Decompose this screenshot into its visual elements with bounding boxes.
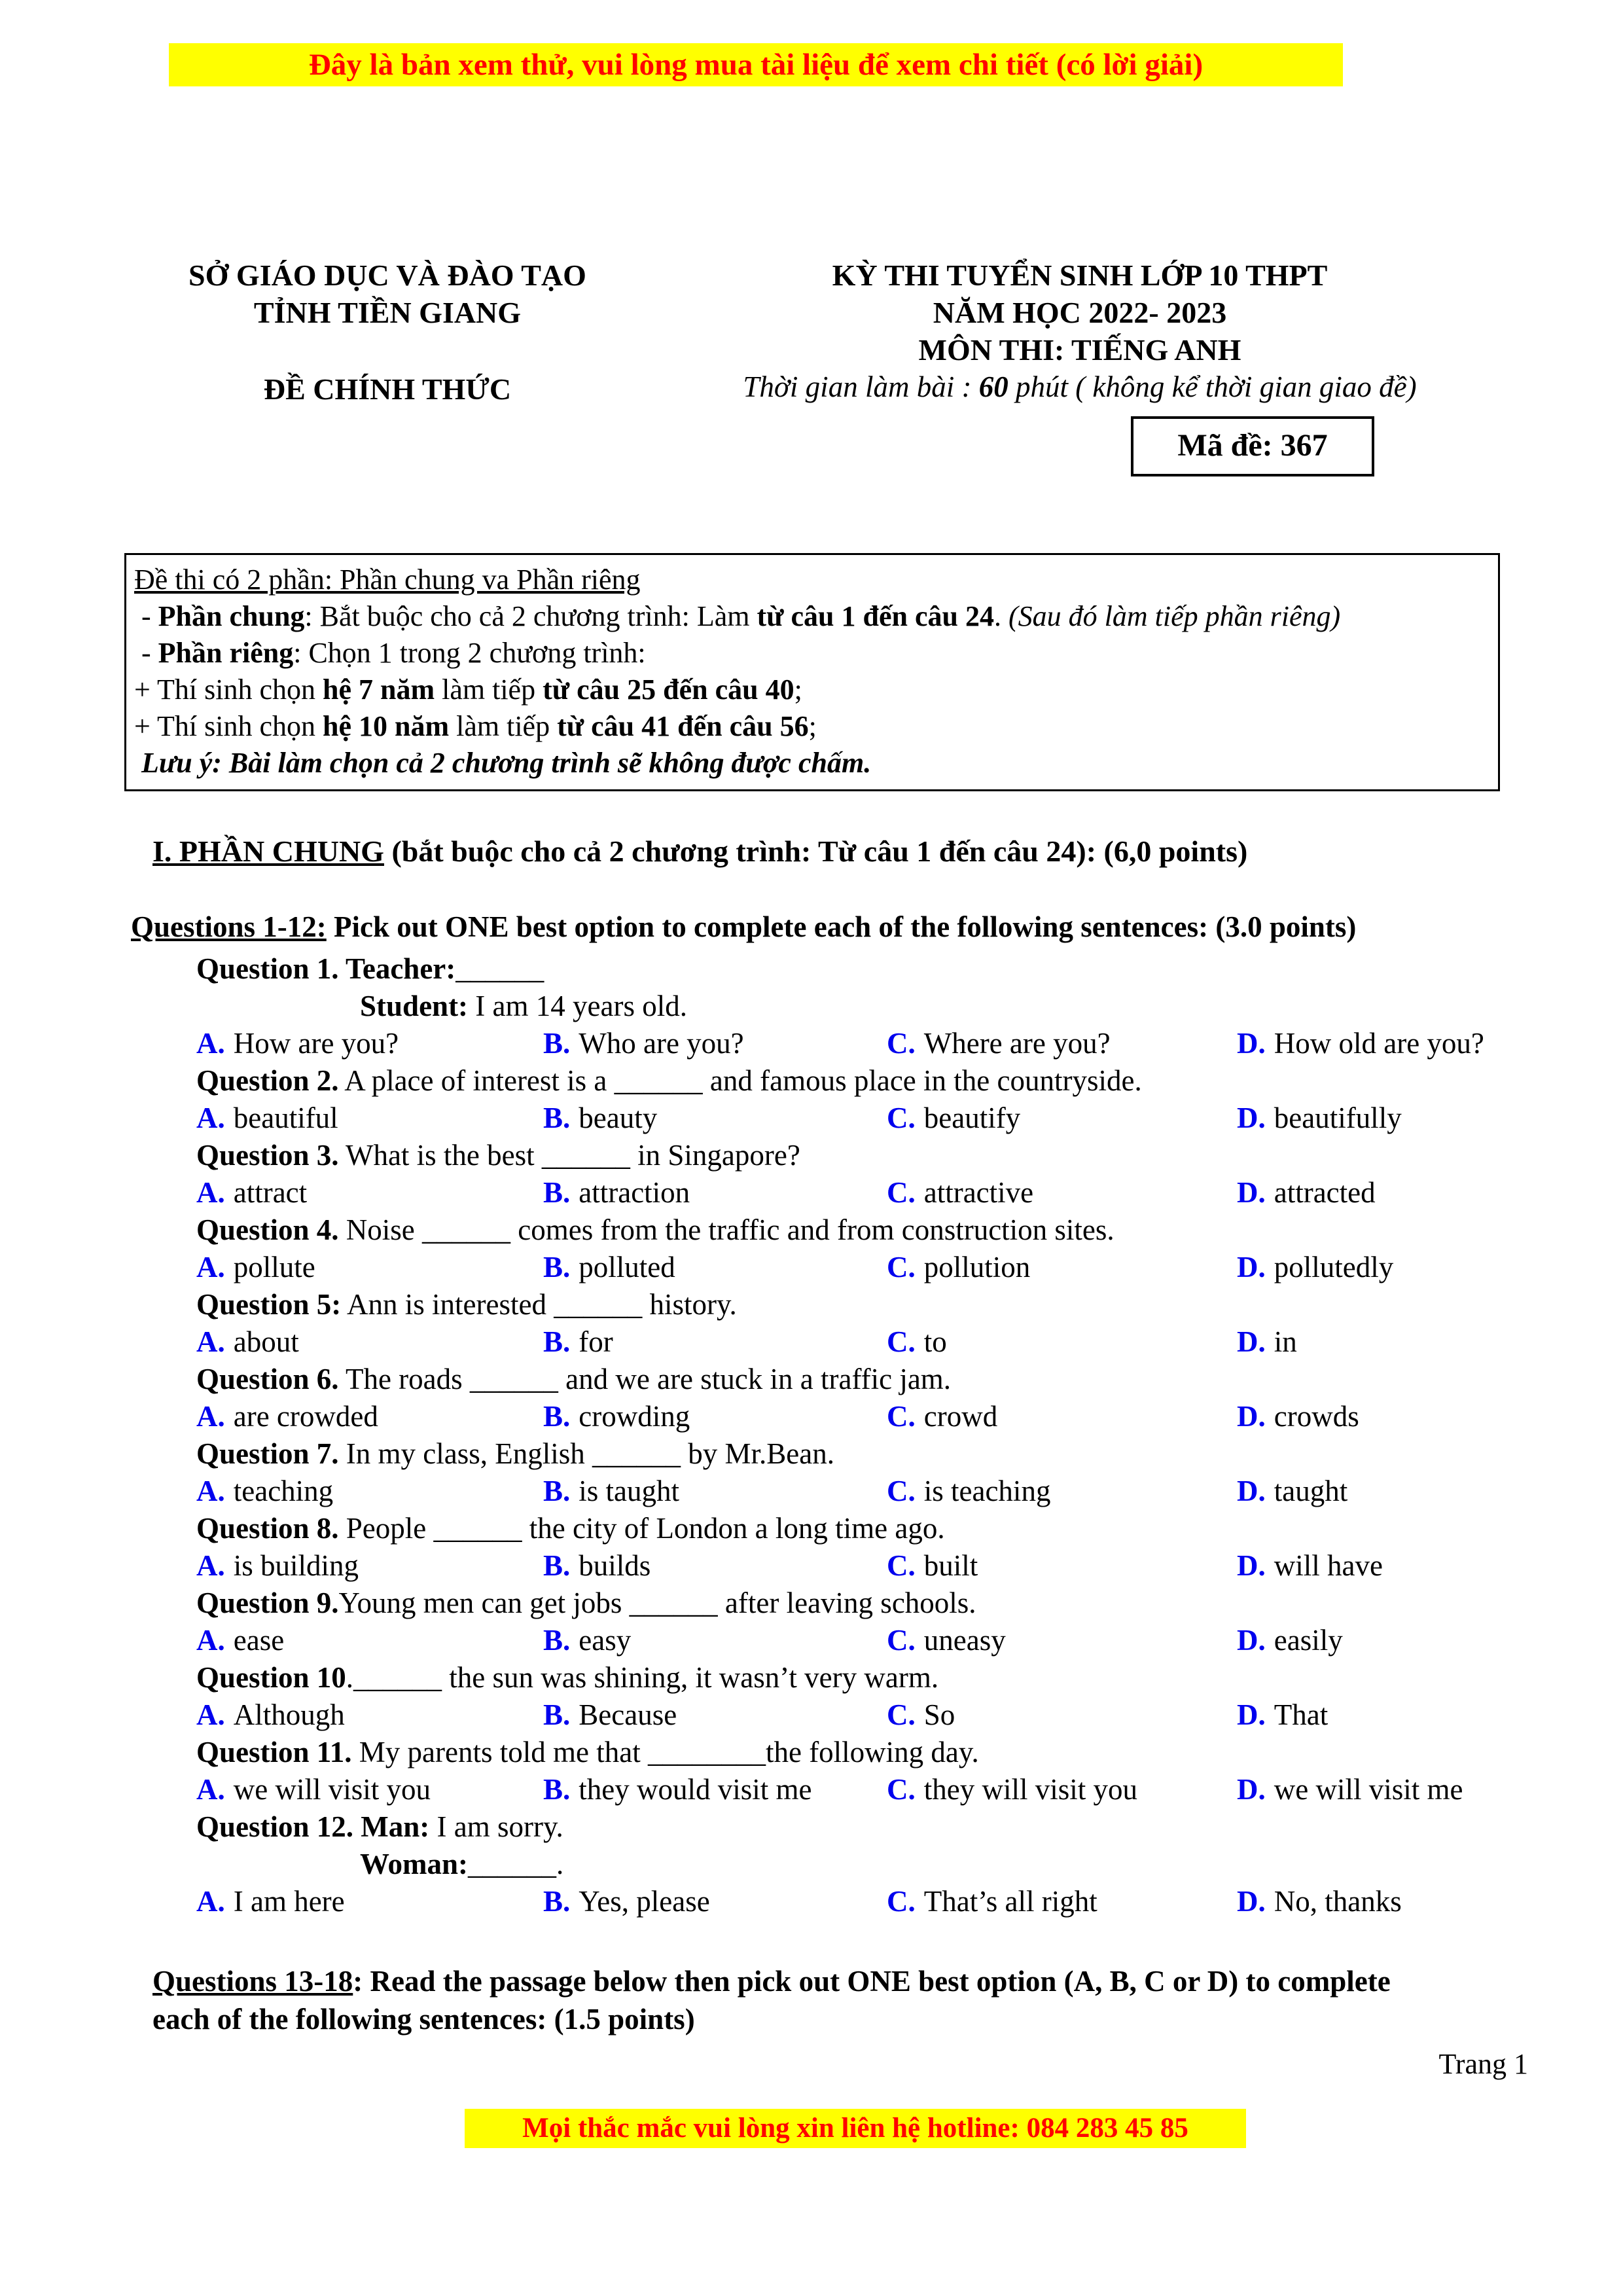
question-line [0, 1734, 1623, 1771]
note-line [134, 672, 1490, 708]
note-line [134, 745, 1490, 781]
option-text: beautiful [233, 1102, 338, 1134]
text-segment: Ann is interested ______ history. [341, 1288, 737, 1321]
section1-heading [152, 834, 1247, 869]
option-text: Yes, please [579, 1885, 710, 1918]
text-segment: Student: [360, 990, 469, 1022]
text-segment: Question 5: [196, 1288, 342, 1321]
option-c [887, 1547, 978, 1585]
option-letter: A. [196, 1325, 225, 1358]
question-line [0, 1361, 1623, 1398]
option-letter: A. [196, 1251, 225, 1283]
option-text: Who are you? [579, 1027, 744, 1060]
option-b [543, 1249, 675, 1286]
note-line [134, 708, 1490, 745]
option-d [1237, 1696, 1328, 1734]
preview-banner: Đây là bản xem thử, vui lòng mua tài liệu để xem chi tiết (có lời giải) [169, 43, 1343, 86]
option-letter: A. [196, 1773, 225, 1806]
option-letter: D. [1237, 1885, 1266, 1918]
text-segment: Question 9. [196, 1587, 339, 1619]
option-c [887, 1174, 1033, 1211]
text-segment: ; [794, 673, 802, 706]
issuer-line2: TỈNH TIỀN GIANG [253, 296, 522, 329]
text-segment: : Bắt buộc cho cả 2 chương trình: Làm [304, 600, 757, 632]
option-b [543, 1547, 651, 1585]
option-b [543, 1323, 613, 1361]
option-text: So [923, 1698, 955, 1731]
question-line [0, 1585, 1623, 1622]
option-text: crowds [1274, 1400, 1359, 1433]
text-segment: từ câu 1 đến câu 24 [757, 600, 994, 632]
option-letter: A. [196, 1400, 225, 1433]
option-letter: C. [887, 1325, 916, 1358]
option-text: pollution [923, 1251, 1031, 1283]
option-b [543, 1771, 812, 1808]
option-b [543, 1473, 679, 1510]
text-segment: Young men can get jobs ______ after leaving schools. [338, 1587, 976, 1619]
option-letter: B. [543, 1102, 571, 1134]
option-c [887, 1398, 997, 1435]
options-row [0, 1174, 1623, 1211]
option-a [196, 1025, 399, 1062]
exam-code-box: Mã đề: 367 [1131, 416, 1374, 476]
text-segment: Question 7. [196, 1437, 339, 1470]
option-d [1237, 1323, 1297, 1361]
option-a [196, 1473, 333, 1510]
text-segment: My parents told me that ________the following day. [351, 1736, 979, 1768]
option-d [1237, 1622, 1343, 1659]
option-b [543, 1883, 710, 1920]
option-text: taught [1274, 1475, 1348, 1507]
option-text: easily [1274, 1624, 1343, 1657]
option-text: Because [579, 1698, 677, 1731]
option-a [196, 1622, 284, 1659]
option-letter: B. [543, 1400, 571, 1433]
option-text: How are you? [233, 1027, 399, 1060]
option-text: easy [579, 1624, 632, 1657]
option-letter: A. [196, 1624, 225, 1657]
option-letter: D. [1237, 1475, 1266, 1507]
text-segment: ______. [468, 1848, 564, 1880]
option-letter: B. [543, 1698, 571, 1731]
text-segment: Question 1. Teacher: [196, 952, 456, 985]
text-segment: I am 14 years old. [468, 990, 687, 1022]
option-a [196, 1100, 338, 1137]
option-letter: C. [887, 1624, 916, 1657]
option-text: attractive [923, 1176, 1034, 1209]
page-number: Trang 1 [1438, 2048, 1528, 2080]
text-segment: : Read the passage below then pick out ONE best option (A, B, C or D) to complete [353, 1965, 1391, 1998]
option-letter: B. [543, 1475, 571, 1507]
options-row [0, 1398, 1623, 1435]
official-exam-label: ĐỀ CHÍNH THỨC [263, 372, 512, 406]
option-letter: A. [196, 1102, 225, 1134]
option-text: attract [233, 1176, 308, 1209]
text-segment: What is the best ______ in Singapore? [338, 1139, 800, 1172]
option-text: beautify [923, 1102, 1021, 1134]
option-letter: D. [1237, 1251, 1266, 1283]
option-letter: B. [543, 1885, 571, 1918]
text-segment: I am sorry. [429, 1810, 563, 1843]
option-a [196, 1696, 345, 1734]
exam-title-line2: NĂM HỌC 2022- 2023 [933, 296, 1227, 329]
option-letter: A. [196, 1698, 225, 1731]
text-segment: ; [808, 710, 817, 742]
option-letter: C. [887, 1549, 916, 1582]
option-letter: D. [1237, 1549, 1266, 1582]
option-text: pollutedly [1274, 1251, 1394, 1283]
option-d [1237, 1025, 1484, 1062]
option-text: to [923, 1325, 947, 1358]
duration-minutes: 60 [978, 370, 1008, 403]
option-text: they will visit you [923, 1773, 1137, 1806]
option-text: we will visit you [233, 1773, 431, 1806]
option-text: beauty [579, 1102, 658, 1134]
option-a [196, 1174, 307, 1211]
option-text: How old are you? [1274, 1027, 1484, 1060]
text-segment: : Chọn 1 trong 2 chương trình: [293, 637, 646, 669]
option-text: crowding [579, 1400, 690, 1433]
exam-title-line1: KỲ THI TUYỂN SINH LỚP 10 THPT [832, 259, 1328, 292]
text-segment: hệ 7 năm [323, 673, 435, 706]
option-text: attracted [1274, 1176, 1376, 1209]
option-text: Where are you? [923, 1027, 1111, 1060]
option-letter: C. [887, 1773, 916, 1806]
option-text: is teaching [923, 1475, 1051, 1507]
option-letter: C. [887, 1102, 916, 1134]
text-segment: Question 4. [196, 1213, 339, 1246]
option-letter: D. [1237, 1773, 1266, 1806]
question-line [0, 1510, 1623, 1547]
option-d [1237, 1249, 1393, 1286]
option-text: beautifully [1274, 1102, 1402, 1134]
question-line [0, 1435, 1623, 1473]
text-segment: Phần chung [158, 600, 305, 632]
duration-pre: Thời gian làm bài : [743, 370, 979, 403]
option-text: pollute [233, 1251, 315, 1283]
option-text: polluted [579, 1251, 675, 1283]
text-segment: (Sau đó làm tiếp phần riêng) [1008, 600, 1341, 632]
text-segment: . [994, 600, 1008, 632]
options-row [0, 1696, 1623, 1734]
text-segment: The roads ______ and we are stuck in a traffic jam. [338, 1363, 952, 1395]
option-letter: D. [1237, 1102, 1266, 1134]
option-b [543, 1696, 677, 1734]
option-d [1237, 1398, 1359, 1435]
option-c [887, 1249, 1030, 1286]
option-text: we will visit me [1274, 1773, 1463, 1806]
hotline-banner: Mọi thắc mắc vui lòng xin liên hệ hotline: 084 283 45 85 [465, 2109, 1246, 2148]
heading-line [152, 2000, 1540, 2038]
option-a [196, 1547, 359, 1585]
text-segment: Pick out ONE best option to complete each of the following sentences: (3.0 points) [326, 910, 1357, 943]
heading-line [152, 1962, 1540, 2000]
text-segment: ______ [455, 952, 544, 985]
text-segment: Question 11. [196, 1736, 352, 1768]
option-text: ease [233, 1624, 285, 1657]
questions-1-12-heading [131, 910, 1356, 944]
note-line [134, 635, 1490, 672]
question-line [0, 988, 1623, 1025]
option-c [887, 1323, 947, 1361]
text-segment: + Thí sinh chọn [134, 673, 323, 706]
option-text: Although [233, 1698, 345, 1731]
text-segment: Question 3. [196, 1139, 339, 1172]
option-b [543, 1174, 690, 1211]
option-letter: C. [887, 1885, 916, 1918]
option-d [1237, 1883, 1402, 1920]
option-letter: D. [1237, 1400, 1266, 1433]
option-c [887, 1696, 955, 1734]
option-letter: C. [887, 1251, 916, 1283]
option-letter: A. [196, 1885, 225, 1918]
text-segment: Question 8. [196, 1512, 339, 1545]
text-segment: Question 6. [196, 1363, 339, 1395]
option-letter: B. [543, 1773, 571, 1806]
option-text: about [233, 1325, 299, 1358]
option-letter: B. [543, 1251, 571, 1283]
exam-note-box [124, 553, 1500, 791]
option-letter: C. [887, 1475, 916, 1507]
option-text: crowd [923, 1400, 998, 1433]
questions-13-18-heading [152, 1962, 1540, 2038]
option-letter: C. [887, 1400, 916, 1433]
option-c [887, 1883, 1097, 1920]
text-segment: - [134, 637, 158, 669]
question-line [0, 1062, 1623, 1100]
question-line [0, 1137, 1623, 1174]
text-segment: Question 12. Man: [196, 1810, 430, 1843]
option-a [196, 1883, 345, 1920]
question-line [0, 950, 1623, 988]
exam-title-line3: MÔN THI: TIẾNG ANH [918, 333, 1241, 367]
option-d [1237, 1473, 1347, 1510]
option-text: they would visit me [579, 1773, 812, 1806]
exam-title-block [641, 257, 1518, 406]
option-letter: A. [196, 1549, 225, 1582]
option-d [1237, 1771, 1463, 1808]
text-segment: .______ the sun was shining, it wasn’t very warm. [346, 1661, 939, 1694]
questions-list [0, 950, 1623, 1920]
option-letter: B. [543, 1549, 571, 1582]
duration-post: phút ( không kể thời gian giao đề) [1008, 370, 1417, 403]
option-text: No, thanks [1274, 1885, 1402, 1918]
option-letter: D. [1237, 1176, 1266, 1209]
option-letter: D. [1237, 1698, 1266, 1731]
options-row [0, 1547, 1623, 1585]
text-segment: I. PHẦN CHUNG [152, 834, 384, 868]
text-segment: Question 10 [196, 1661, 346, 1694]
options-row [0, 1473, 1623, 1510]
exam-duration [641, 368, 1518, 406]
option-text: is taught [579, 1475, 680, 1507]
option-c [887, 1622, 1006, 1659]
option-b [543, 1100, 657, 1137]
option-text: in [1274, 1325, 1297, 1358]
option-a [196, 1398, 378, 1435]
text-segment: Questions 1-12: [131, 910, 327, 943]
option-text: are crowded [233, 1400, 378, 1433]
option-letter: C. [887, 1698, 916, 1731]
option-c [887, 1100, 1020, 1137]
option-text: uneasy [923, 1624, 1006, 1657]
option-text: is building [233, 1549, 359, 1582]
text-segment: - [134, 600, 158, 632]
options-row [0, 1883, 1623, 1920]
text-segment: (bắt buộc cho cả 2 chương trình: Từ câu 1 đến câu 24): (6,0 points) [383, 834, 1248, 868]
option-letter: C. [887, 1027, 916, 1060]
option-b [543, 1025, 744, 1062]
options-row [0, 1100, 1623, 1137]
option-text: That’s all right [923, 1885, 1097, 1918]
option-d [1237, 1547, 1383, 1585]
text-segment: Phần riêng [158, 637, 294, 669]
issuer-block [151, 257, 624, 408]
question-line [0, 1286, 1623, 1323]
question-line [0, 1211, 1623, 1249]
option-text: built [923, 1549, 978, 1582]
options-row [0, 1622, 1623, 1659]
text-segment: từ câu 25 đến câu 40 [543, 673, 794, 706]
option-text: That [1274, 1698, 1329, 1731]
options-row [0, 1249, 1623, 1286]
option-letter: D. [1237, 1027, 1266, 1060]
option-d [1237, 1174, 1376, 1211]
text-segment: Question 2. [196, 1064, 339, 1097]
text-segment: People ______ the city of London a long time ago. [338, 1512, 945, 1545]
option-letter: B. [543, 1027, 571, 1060]
option-text: builds [579, 1549, 651, 1582]
option-c [887, 1771, 1137, 1808]
option-b [543, 1398, 690, 1435]
options-row [0, 1323, 1623, 1361]
text-segment: từ câu 41 đến câu 56 [557, 710, 809, 742]
option-c [887, 1025, 1111, 1062]
options-row [0, 1771, 1623, 1808]
option-letter: A. [196, 1176, 225, 1209]
option-b [543, 1622, 631, 1659]
option-text: will have [1274, 1549, 1383, 1582]
text-segment: + Thí sinh chọn [134, 710, 323, 742]
option-a [196, 1323, 299, 1361]
option-a [196, 1771, 431, 1808]
option-text: I am here [233, 1885, 345, 1918]
note-line [134, 598, 1490, 635]
text-segment: A place of interest is a ______ and famous place in the countryside. [338, 1064, 1142, 1097]
question-line [0, 1808, 1623, 1846]
option-d [1237, 1100, 1402, 1137]
option-letter: D. [1237, 1624, 1266, 1657]
question-line [0, 1846, 1623, 1883]
text-segment: Lưu ý: Bài làm chọn cả 2 chương trình sẽ không được chấm. [134, 747, 872, 779]
text-segment: làm tiếp [449, 710, 558, 742]
issuer-line1: SỞ GIÁO DỤC VÀ ĐÀO TẠO [188, 259, 586, 292]
option-letter: B. [543, 1325, 571, 1358]
text-segment: each of the following sentences: (1.5 points) [152, 2003, 695, 2036]
option-a [196, 1249, 315, 1286]
option-letter: A. [196, 1475, 225, 1507]
option-text: for [579, 1325, 613, 1358]
text-segment: Noise ______ comes from the traffic and from construction sites. [338, 1213, 1115, 1246]
option-letter: B. [543, 1176, 571, 1209]
option-c [887, 1473, 1050, 1510]
text-segment: làm tiếp [435, 673, 543, 706]
option-text: attraction [579, 1176, 690, 1209]
option-text: teaching [233, 1475, 334, 1507]
text-segment: Questions 13-18 [152, 1965, 353, 1998]
options-row [0, 1025, 1623, 1062]
option-letter: B. [543, 1624, 571, 1657]
note-line [134, 562, 1490, 598]
option-letter: C. [887, 1176, 916, 1209]
text-segment: In my class, English ______ by Mr.Bean. [338, 1437, 834, 1470]
option-letter: A. [196, 1027, 225, 1060]
text-segment: Woman: [360, 1848, 469, 1880]
text-segment: hệ 10 năm [323, 710, 450, 742]
text-segment: Đề thi có 2 phần: Phần chung va Phần riêng [134, 564, 641, 596]
question-line [0, 1659, 1623, 1696]
option-letter: D. [1237, 1325, 1266, 1358]
